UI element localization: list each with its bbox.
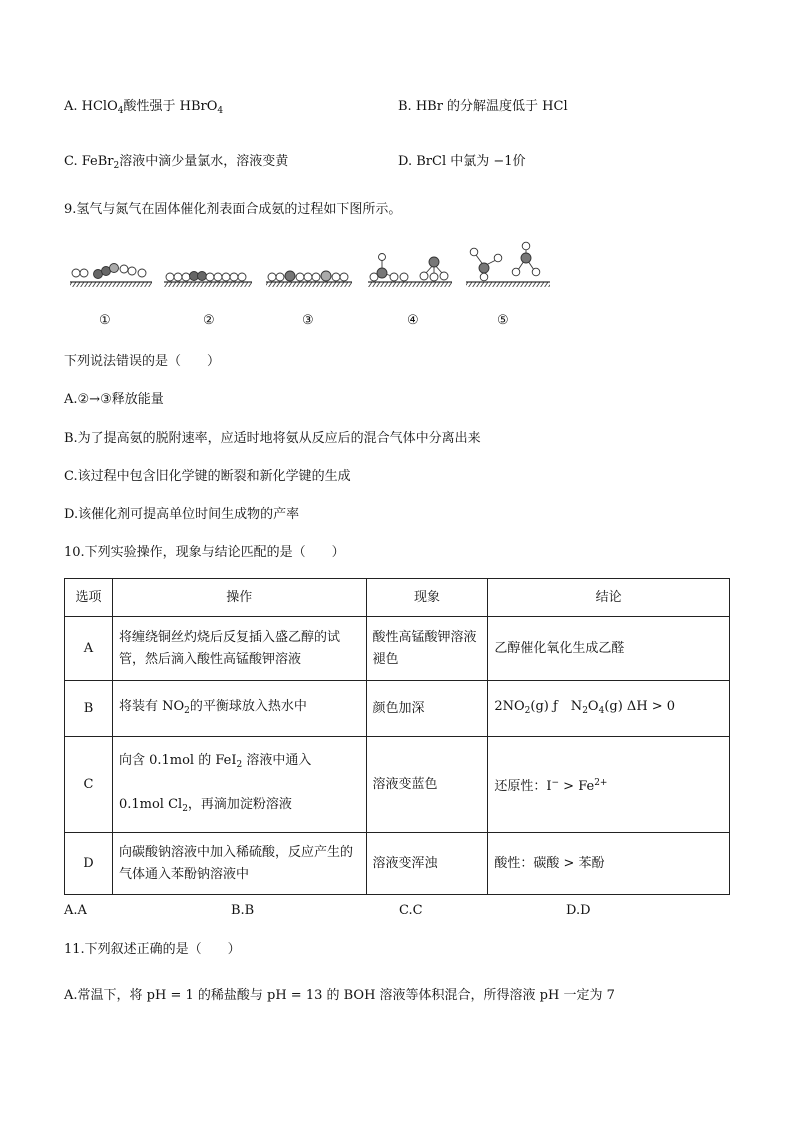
catalyst-process-figure — [60, 240, 560, 295]
table-header-row — [65, 579, 730, 617]
header-phenomenon: 现象 — [366, 579, 488, 617]
row-d-phenomenon: 溶液变浑浊 — [366, 833, 488, 895]
q10-answer-d: D.D — [566, 903, 591, 918]
table-row — [65, 617, 730, 681]
q8-option-a: A. HClO$_4$酸性强于 HBrO$_4$ — [64, 99, 224, 116]
step-label-3: ③ — [302, 313, 314, 328]
q9-stem: 9.氢气与氮气在固体催化剂表面合成氨的过程如下图所示。 — [64, 202, 402, 217]
row-b-option: B — [65, 681, 113, 737]
row-a-option: A — [65, 617, 113, 681]
q10-answer-c: C.C — [399, 903, 423, 918]
q11-stem: 11.下列叙述正确的是（ ） — [64, 942, 241, 957]
q8-option-c: C. FeBr$_2$溶液中滴少量氯水，溶液变黄 — [64, 154, 289, 171]
q10-answer-a: A.A — [64, 903, 87, 918]
row-d-conclusion: 酸性：碳酸 > 苯酚 — [488, 833, 730, 895]
q10-stem: 10.下列实验操作，现象与结论匹配的是（ ） — [64, 545, 345, 560]
row-b-conclusion: $2NO_2(g)$ ƒ $N_2O_4(g) \Delta H > 0$ — [488, 681, 730, 737]
step-label-4: ④ — [407, 313, 419, 328]
row-d-option: D — [65, 833, 113, 895]
q9-option-d: D.该催化剂可提高单位时间生成物的产率 — [64, 507, 300, 522]
row-a-phenomenon: 酸性高锰酸钾溶液褪色 — [366, 617, 488, 681]
experiment-table — [64, 578, 730, 895]
q8-option-b: B. HBr 的分解温度低于 HCl — [398, 99, 568, 114]
row-d-operation: 向碳酸钠溶液中加入稀硫酸，反应产生的气体通入苯酚钠溶液中 — [112, 833, 366, 895]
step-label-1: ① — [99, 313, 111, 328]
q11-option-a: A.常温下，将 pH = 1 的稀盐酸与 pH = 13 的 BOH 溶液等体积混合，所得溶液 pH 一定为 7 — [64, 988, 615, 1003]
q8-option-d: D. BrCl 中氯为 −1价 — [398, 154, 526, 169]
row-a-conclusion: 乙醇催化氧化生成乙醛 — [488, 617, 730, 681]
row-c-option: C — [65, 737, 113, 833]
row-c-operation: 向含 0.1mol 的 FeI$_2$ 溶液中通入 0.1mol $Cl_2$，再滴加淀粉溶液 — [112, 737, 366, 833]
step-label-2: ② — [203, 313, 215, 328]
row-b-phenomenon: 颜色加深 — [366, 681, 488, 737]
table-row — [65, 737, 730, 833]
row-b-operation: 将装有 $NO_2$的平衡球放入热水中 — [112, 681, 366, 737]
table-row — [65, 681, 730, 737]
q9-option-c: C.该过程中包含旧化学键的断裂和新化学键的生成 — [64, 469, 351, 484]
header-conclusion: 结论 — [488, 579, 730, 617]
q9-question: 下列说法错误的是（ ） — [64, 354, 221, 369]
table-row — [65, 833, 730, 895]
row-a-operation: 将缠绕铜丝灼烧后反复插入盛乙醇的试管，然后滴入酸性高锰酸钾溶液 — [112, 617, 366, 681]
q9-option-a: A.②→③释放能量 — [64, 392, 164, 407]
row-c-conclusion: 还原性：$I^- > Fe^{2+}$ — [488, 737, 730, 833]
row-c-phenomenon: 溶液变蓝色 — [366, 737, 488, 833]
header-operation: 操作 — [112, 579, 366, 617]
header-option: 选项 — [65, 579, 113, 617]
q9-option-b: B.为了提高氨的脱附速率，应适时地将氨从反应后的混合气体中分离出来 — [64, 431, 481, 446]
q10-answer-b: B.B — [231, 903, 255, 918]
step-label-5: ⑤ — [497, 313, 509, 328]
